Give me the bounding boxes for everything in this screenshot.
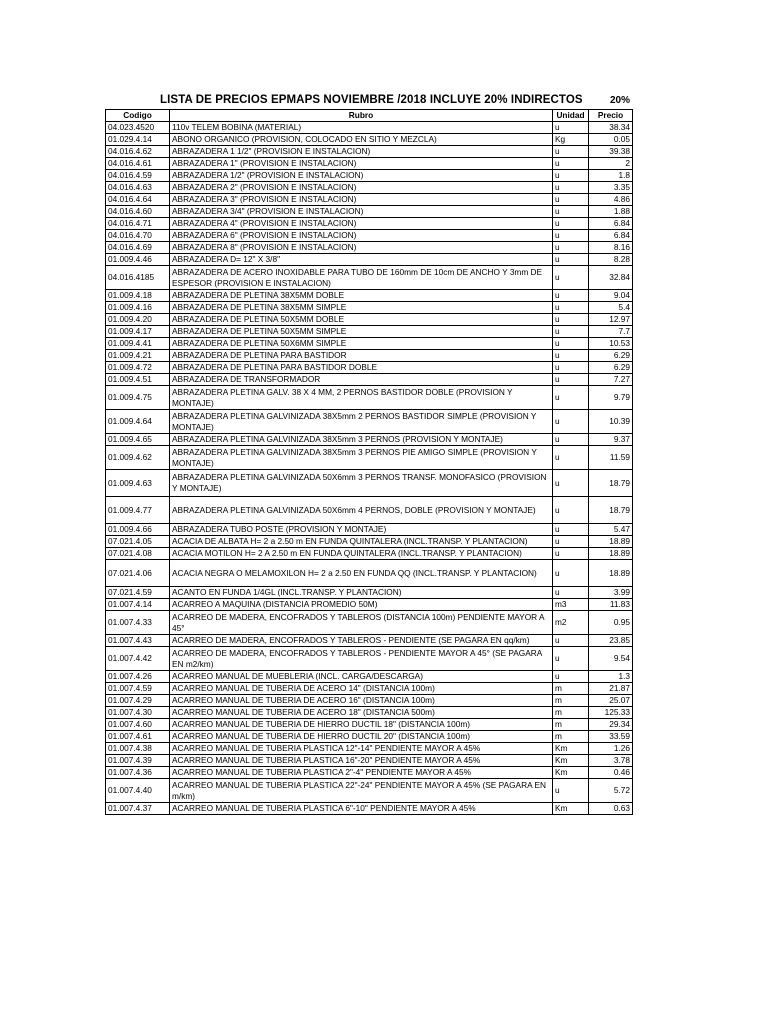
row-unit: u xyxy=(553,524,589,536)
row-price: 12.97 xyxy=(589,314,633,326)
row-rubro: ABRAZADERA 3/4" (PROVISION E INSTALACION) xyxy=(170,206,553,218)
row-rubro: ABRAZADERA D= 12" X 3/8" xyxy=(170,254,553,266)
row-unit: u xyxy=(553,587,589,599)
row-price: 0.05 xyxy=(589,134,633,146)
table-row xyxy=(106,182,633,194)
row-unit: u xyxy=(553,218,589,230)
table-row xyxy=(106,302,633,314)
row-rubro: ABRAZADERA PLETINA GALV. 38 X 4 MM, 2 PERNOS BASTIDOR DOBLE (PROVISION Y MONTAJE) xyxy=(170,386,553,410)
row-code: 04.016.4.69 xyxy=(106,242,170,254)
table-row xyxy=(106,338,633,350)
row-rubro: ACARREO MANUAL DE TUBERIA DE ACERO 18" (DISTANCIA 500m) xyxy=(170,707,553,719)
row-price: 1.88 xyxy=(589,206,633,218)
table-row xyxy=(106,314,633,326)
table-row xyxy=(106,548,633,560)
table-row xyxy=(106,767,633,779)
row-price: 3.78 xyxy=(589,755,633,767)
row-code: 07.021.4.05 xyxy=(106,536,170,548)
row-price: 23.85 xyxy=(589,635,633,647)
row-code: 04.016.4.60 xyxy=(106,206,170,218)
row-code: 01.009.4.77 xyxy=(106,497,170,524)
row-price: 29.34 xyxy=(589,719,633,731)
row-code: 01.009.4.46 xyxy=(106,254,170,266)
row-code: 01.009.4.21 xyxy=(106,350,170,362)
table-row xyxy=(106,779,633,803)
table-row xyxy=(106,803,633,815)
table-row xyxy=(106,671,633,683)
row-rubro: ACARREO DE MADERA, ENCOFRADOS Y TABLEROS (DISTANCIA 100m) PENDIENTE MAYOR A 45° xyxy=(170,611,553,635)
row-unit: u xyxy=(553,470,589,497)
row-price: 7.7 xyxy=(589,326,633,338)
table-row xyxy=(106,470,633,497)
row-unit: m xyxy=(553,719,589,731)
table-row xyxy=(106,374,633,386)
row-unit: u xyxy=(553,434,589,446)
row-code: 01.009.4.63 xyxy=(106,470,170,497)
row-unit: u xyxy=(553,206,589,218)
header-price: Precio xyxy=(589,110,633,122)
row-rubro: 110v TELEM BOBINA (MATERIAL) xyxy=(170,122,553,134)
table-row xyxy=(106,647,633,671)
row-rubro: ABRAZADERA DE TRANSFORMADOR xyxy=(170,374,553,386)
indirect-percent: 20% xyxy=(610,95,631,106)
row-rubro: ABRAZADERA 6" (PROVISION E INSTALACION) xyxy=(170,230,553,242)
row-price: 9.54 xyxy=(589,647,633,671)
row-rubro: ABRAZADERA DE PLETINA PARA BASTIDOR xyxy=(170,350,553,362)
row-price: 6.84 xyxy=(589,230,633,242)
table-row xyxy=(106,497,633,524)
row-code: 01.007.4.39 xyxy=(106,755,170,767)
row-unit: m xyxy=(553,683,589,695)
row-price: 8.16 xyxy=(589,242,633,254)
row-unit: u xyxy=(553,158,589,170)
row-rubro: ABRAZADERA 1 1/2" (PROVISION E INSTALACION) xyxy=(170,146,553,158)
row-rubro: ACARREO MANUAL DE TUBERIA PLASTICA 16"-20" PENDIENTE MAYOR A 45% xyxy=(170,755,553,767)
row-rubro: ACARREO A MAQUINA (DISTANCIA PROMEDIO 50M) xyxy=(170,599,553,611)
row-price: 0.63 xyxy=(589,803,633,815)
row-code: 04.016.4.61 xyxy=(106,158,170,170)
table-row xyxy=(106,134,633,146)
table-row xyxy=(106,122,633,134)
row-price: 0.46 xyxy=(589,767,633,779)
row-code: 01.007.4.29 xyxy=(106,695,170,707)
table-row xyxy=(106,206,633,218)
row-unit: m xyxy=(553,707,589,719)
row-unit: Km xyxy=(553,803,589,815)
row-rubro: ACARREO MANUAL DE TUBERIA PLASTICA 6"-10" PENDIENTE MAYOR A 45% xyxy=(170,803,553,815)
row-price: 38.34 xyxy=(589,122,633,134)
row-rubro: ABRAZADERA DE PLETINA 38X5MM DOBLE xyxy=(170,290,553,302)
row-price: 8.28 xyxy=(589,254,633,266)
row-code: 01.009.4.18 xyxy=(106,290,170,302)
table-row xyxy=(106,218,633,230)
row-unit: u xyxy=(553,254,589,266)
row-rubro: ABRAZADERA DE PLETINA 50X6MM SIMPLE xyxy=(170,338,553,350)
row-code: 01.009.4.20 xyxy=(106,314,170,326)
row-code: 01.007.4.40 xyxy=(106,779,170,803)
row-unit: u xyxy=(553,560,589,587)
header-code: Codigo xyxy=(106,110,170,122)
row-code: 01.009.4.62 xyxy=(106,446,170,470)
row-rubro: ACARREO MANUAL DE TUBERIA PLASTICA 12"-14" PENDIENTE MAYOR A 45% xyxy=(170,743,553,755)
row-rubro: ABRAZADERA DE PLETINA PARA BASTIDOR DOBLE xyxy=(170,362,553,374)
row-rubro: ABRAZADERA 8" (PROVISION E INSTALACION) xyxy=(170,242,553,254)
row-rubro: ACARREO MANUAL DE MUEBLERIA (INCL. CARGA/DESCARGA) xyxy=(170,671,553,683)
row-code: 01.009.4.66 xyxy=(106,524,170,536)
row-unit: u xyxy=(553,362,589,374)
price-table xyxy=(105,109,633,815)
row-unit: Km xyxy=(553,767,589,779)
row-unit: u xyxy=(553,497,589,524)
row-code: 01.009.4.17 xyxy=(106,326,170,338)
table-row xyxy=(106,194,633,206)
row-unit: u xyxy=(553,242,589,254)
row-code: 04.016.4.70 xyxy=(106,230,170,242)
table-row xyxy=(106,743,633,755)
row-unit: u xyxy=(553,302,589,314)
row-unit: u xyxy=(553,182,589,194)
row-rubro: ABRAZADERA 4" (PROVISION E INSTALACION) xyxy=(170,218,553,230)
row-code: 04.016.4.63 xyxy=(106,182,170,194)
table-row xyxy=(106,536,633,548)
row-code: 01.007.4.61 xyxy=(106,731,170,743)
row-price: 25.07 xyxy=(589,695,633,707)
row-rubro: ACACIA MOTILON H= 2 A 2.50 m EN FUNDA QUINTALERA (INCL.TRANSP. Y PLANTACION) xyxy=(170,548,553,560)
row-rubro: ABRAZADERA DE PLETINA 38X5MM SIMPLE xyxy=(170,302,553,314)
row-rubro: ACACIA DE ALBATA H= 2 a 2.50 m EN FUNDA QUINTALERA (INCL.TRANSP. Y PLANTACION) xyxy=(170,536,553,548)
row-unit: m xyxy=(553,695,589,707)
row-rubro: ACARREO MANUAL DE TUBERIA PLASTICA 22"-24" PENDIENTE MAYOR A 45% (SE PAGARA EN m/km) xyxy=(170,779,553,803)
row-unit: u xyxy=(553,548,589,560)
row-code: 01.007.4.38 xyxy=(106,743,170,755)
row-rubro: ABRAZADERA PLETINA GALVINIZADA 38X5mm 3 PERNOS PIE AMIGO SIMPLE (PROVISION Y MONTAJE) xyxy=(170,446,553,470)
row-rubro: ACARREO MANUAL DE TUBERIA DE ACERO 14" (DISTANCIA 100m) xyxy=(170,683,553,695)
table-row xyxy=(106,362,633,374)
row-code: 01.009.4.64 xyxy=(106,410,170,434)
row-code: 04.016.4185 xyxy=(106,266,170,290)
row-unit: u xyxy=(553,374,589,386)
row-rubro: ABONO ORGANICO (PROVISION, COLOCADO EN SITIO Y MEZCLA) xyxy=(170,134,553,146)
table-row xyxy=(106,266,633,290)
row-rubro: ACARREO MANUAL DE TUBERIA DE HIERRO DUCTIL 18" (DISTANCIA 100m) xyxy=(170,719,553,731)
row-rubro: ABRAZADERA DE PLETINA 50X5MM SIMPLE xyxy=(170,326,553,338)
row-rubro: ABRAZADERA TUBO POSTE (PROVISION Y MONTAJE) xyxy=(170,524,553,536)
row-code: 01.009.4.51 xyxy=(106,374,170,386)
row-unit: u xyxy=(553,647,589,671)
row-price: 4.86 xyxy=(589,194,633,206)
row-unit: m3 xyxy=(553,599,589,611)
row-price: 5.72 xyxy=(589,779,633,803)
row-unit: u xyxy=(553,350,589,362)
row-code: 07.021.4.59 xyxy=(106,587,170,599)
row-rubro: ABRAZADERA 2" (PROVISION E INSTALACION) xyxy=(170,182,553,194)
table-row xyxy=(106,230,633,242)
row-price: 3.35 xyxy=(589,182,633,194)
table-row xyxy=(106,599,633,611)
row-code: 01.007.4.59 xyxy=(106,683,170,695)
table-row xyxy=(106,326,633,338)
table-row xyxy=(106,290,633,302)
row-unit: u xyxy=(553,446,589,470)
table-row xyxy=(106,242,633,254)
row-price: 32.84 xyxy=(589,266,633,290)
row-price: 39.38 xyxy=(589,146,633,158)
row-price: 11.83 xyxy=(589,599,633,611)
table-row xyxy=(106,719,633,731)
row-price: 33.59 xyxy=(589,731,633,743)
row-code: 01.009.4.65 xyxy=(106,434,170,446)
row-price: 10.39 xyxy=(589,410,633,434)
row-code: 04.016.4.62 xyxy=(106,146,170,158)
row-unit: u xyxy=(553,122,589,134)
row-price: 9.04 xyxy=(589,290,633,302)
row-price: 18.79 xyxy=(589,497,633,524)
row-code: 01.009.4.41 xyxy=(106,338,170,350)
table-row xyxy=(106,587,633,599)
row-code: 04.016.4.59 xyxy=(106,170,170,182)
row-unit: u xyxy=(553,266,589,290)
row-price: 11.59 xyxy=(589,446,633,470)
table-row xyxy=(106,635,633,647)
table-row xyxy=(106,158,633,170)
row-unit: u xyxy=(553,635,589,647)
row-code: 01.009.4.16 xyxy=(106,302,170,314)
table-row xyxy=(106,611,633,635)
row-rubro: ACACIA NEGRA O MELAMOXILON H= 2 a 2.50 EN FUNDA QQ (INCL.TRANSP. Y PLANTACION) xyxy=(170,560,553,587)
row-code: 01.007.4.33 xyxy=(106,611,170,635)
row-code: 01.007.4.37 xyxy=(106,803,170,815)
row-unit: u xyxy=(553,779,589,803)
row-price: 0.95 xyxy=(589,611,633,635)
row-rubro: ABRAZADERA DE PLETINA 50X5MM DOBLE xyxy=(170,314,553,326)
row-unit: u xyxy=(553,338,589,350)
table-body xyxy=(106,122,633,815)
row-price: 9.37 xyxy=(589,434,633,446)
row-rubro: ACARREO MANUAL DE TUBERIA DE HIERRO DUCTIL 20" (DISTANCIA 100m) xyxy=(170,731,553,743)
row-code: 01.007.4.60 xyxy=(106,719,170,731)
row-unit: u xyxy=(553,536,589,548)
row-code: 07.021.4.06 xyxy=(106,560,170,587)
row-rubro: ABRAZADERA PLETINA GALVINIZADA 38X5mm 2 PERNOS BASTIDOR SIMPLE (PROVISION Y MONTAJE) xyxy=(170,410,553,434)
row-code: 01.007.4.30 xyxy=(106,707,170,719)
row-unit: Kg xyxy=(553,134,589,146)
table-row xyxy=(106,350,633,362)
row-code: 07.021.4.08 xyxy=(106,548,170,560)
row-unit: u xyxy=(553,326,589,338)
table-row xyxy=(106,707,633,719)
row-code: 04.016.4.64 xyxy=(106,194,170,206)
table-row xyxy=(106,731,633,743)
row-unit: u xyxy=(553,671,589,683)
row-price: 18.89 xyxy=(589,536,633,548)
header-unit: Unidad xyxy=(553,110,589,122)
row-price: 2 xyxy=(589,158,633,170)
table-row xyxy=(106,446,633,470)
row-price: 10.53 xyxy=(589,338,633,350)
row-rubro: ACARREO DE MADERA, ENCOFRADOS Y TABLEROS - PENDIENTE (SE PAGARA EN qq/km) xyxy=(170,635,553,647)
row-unit: Km xyxy=(553,755,589,767)
row-rubro: ABRAZADERA DE ACERO INOXIDABLE PARA TUBO DE 160mm DE 10cm DE ANCHO Y 3mm DE ESPESOR (PROVISION E INSTALACION) xyxy=(170,266,553,290)
row-price: 18.89 xyxy=(589,548,633,560)
row-unit: u xyxy=(553,314,589,326)
row-rubro: ACARREO MANUAL DE TUBERIA DE ACERO 16" (DISTANCIA 100m) xyxy=(170,695,553,707)
row-code: 04.016.4.71 xyxy=(106,218,170,230)
row-rubro: ABRAZADERA PLETINA GALVINIZADA 38X5mm 3 PERNOS (PROVISION Y MONTAJE) xyxy=(170,434,553,446)
row-rubro: ABRAZADERA PLETINA GALVINIZADA 50X6mm 3 PERNOS TRANSF. MONOFASICO (PROVISION Y MONTAJE) xyxy=(170,470,553,497)
row-unit: u xyxy=(553,410,589,434)
row-code: 01.009.4.75 xyxy=(106,386,170,410)
row-price: 6.29 xyxy=(589,350,633,362)
row-price: 5.47 xyxy=(589,524,633,536)
row-price: 5.4 xyxy=(589,302,633,314)
row-rubro: ABRAZADERA 1" (PROVISION E INSTALACION) xyxy=(170,158,553,170)
row-price: 21.87 xyxy=(589,683,633,695)
row-price: 7.27 xyxy=(589,374,633,386)
row-code: 01.009.4.72 xyxy=(106,362,170,374)
table-row xyxy=(106,386,633,410)
row-code: 01.029.4.14 xyxy=(106,134,170,146)
row-price: 18.79 xyxy=(589,470,633,497)
row-price: 6.29 xyxy=(589,362,633,374)
table-row xyxy=(106,434,633,446)
row-code: 01.007.4.43 xyxy=(106,635,170,647)
table-row xyxy=(106,146,633,158)
row-unit: m2 xyxy=(553,611,589,635)
row-unit: u xyxy=(553,290,589,302)
row-rubro: ABRAZADERA PLETINA GALVINIZADA 50X6mm 4 PERNOS, DOBLE (PROVISION Y MONTAJE) xyxy=(170,497,553,524)
row-rubro: ACANTO EN FUNDA 1/4GL (INCL.TRANSP. Y PLANTACION) xyxy=(170,587,553,599)
header-rubro: Rubro xyxy=(170,110,553,122)
row-rubro: ACARREO DE MADERA, ENCOFRADOS Y TABLEROS - PENDIENTE MAYOR A 45° (SE PAGARA EN m2/km) xyxy=(170,647,553,671)
row-rubro: ABRAZADERA 3" (PROVISION E INSTALACION) xyxy=(170,194,553,206)
table-row xyxy=(106,524,633,536)
table-header-row xyxy=(106,110,633,122)
table-row xyxy=(106,683,633,695)
row-code: 01.007.4.14 xyxy=(106,599,170,611)
table-row xyxy=(106,560,633,587)
row-unit: Km xyxy=(553,743,589,755)
document-title: LISTA DE PRECIOS EPMAPS NOVIEMBRE /2018 INCLUYE 20% INDIRECTOS xyxy=(160,94,583,106)
row-price: 18.89 xyxy=(589,560,633,587)
row-code: 01.007.4.36 xyxy=(106,767,170,779)
row-code: 04.023.4520 xyxy=(106,122,170,134)
row-code: 01.007.4.26 xyxy=(106,671,170,683)
table-row xyxy=(106,695,633,707)
row-code: 01.007.4.42 xyxy=(106,647,170,671)
row-price: 9.79 xyxy=(589,386,633,410)
table-row xyxy=(106,170,633,182)
row-unit: u xyxy=(553,170,589,182)
row-price: 1.3 xyxy=(589,671,633,683)
row-unit: u xyxy=(553,146,589,158)
row-unit: u xyxy=(553,194,589,206)
row-unit: m xyxy=(553,731,589,743)
row-price: 3.99 xyxy=(589,587,633,599)
row-price: 125.33 xyxy=(589,707,633,719)
table-row xyxy=(106,254,633,266)
row-price: 6.84 xyxy=(589,218,633,230)
row-unit: u xyxy=(553,230,589,242)
row-price: 1.26 xyxy=(589,743,633,755)
row-unit: u xyxy=(553,386,589,410)
table-row xyxy=(106,755,633,767)
row-price: 1.8 xyxy=(589,170,633,182)
row-rubro: ABRAZADERA 1/2" (PROVISION E INSTALACION) xyxy=(170,170,553,182)
table-row xyxy=(106,410,633,434)
row-rubro: ACARREO MANUAL DE TUBERIA PLASTICA 2"-4" PENDIENTE MAYOR A 45% xyxy=(170,767,553,779)
